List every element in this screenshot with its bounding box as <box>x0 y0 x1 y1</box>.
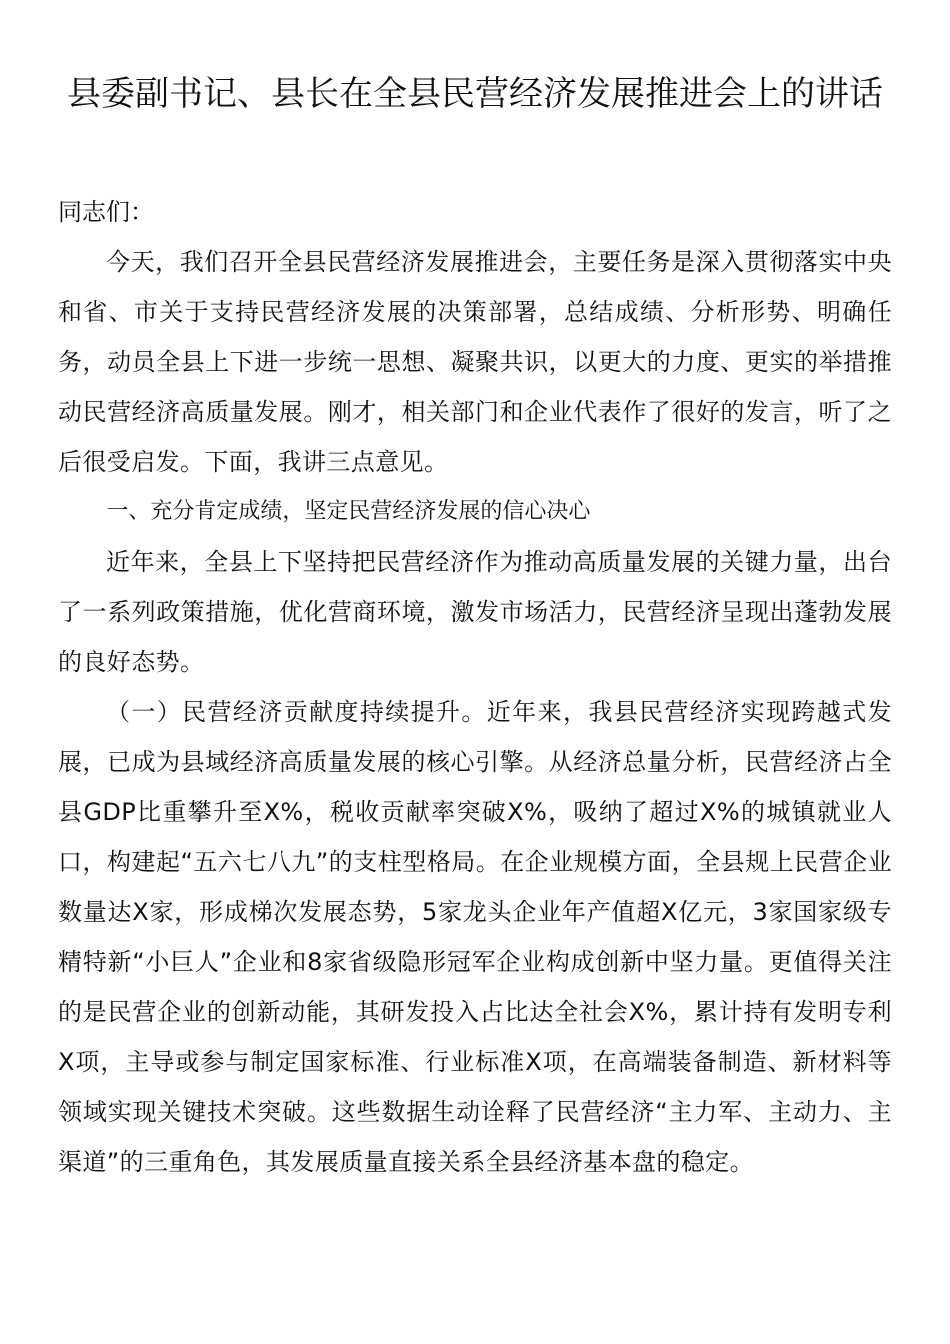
paragraph-intro: 今天，我们召开全县民营经济发展推进会，主要任务是深入贯彻落实中央和省、市关于支持民营经济发展的决策部署，总结成绩、分析形势、明确任务，动员全县上下进一步统一思想、凝聚共识，以更大的力度、更实的举措推动民营经济高质量发展。刚才，相关部门和企业代表作了很好的发言，听了之后很受启发。下面，我讲三点意见。 <box>58 248 892 476</box>
section-heading-1: 一、充分肯定成绩，坚定民营经济发展的信心决心 <box>106 499 591 524</box>
paragraph-subsection-1: （一）民营经济贡献度持续提升。近年来，我县民营经济实现跨越式发展，已成为县域经济高质量发展的核心引擎。从经济总量分析，民营经济占全县GDP比重攀升至X%，税收贡献率突破X%，吸纳了超过X%的城镇就业人口，构建起“五六七八九”的支柱型格局。在企业规模方面，全县规上民营企业数量达X家，形成梯次发展态势，5家龙头企业年产值超X亿元，3家国家级专精特新“小巨人”企业和8家省级隐形冠军企业构成创新中坚力量。更值得关注的是民营企业的创新动能，其研发投入占比达全社会X%，累计持有发明专利X项，主导或参与制定国家标准、行业标准X项，在高端装备制造、新材料等领域实现关键技术突破。这些数据生动诠释了民营经济“主力军、主动力、主渠道”的三重角色，其发展质量直接关系全县经济基本盘的稳定。 <box>58 698 892 1176</box>
paragraph-section-1-intro: 近年来，全县上下坚持把民营经济作为推动高质量发展的关键力量，出台了一系列政策措施，优化营商环境，激发市场活力，民营经济呈现出蓬勃发展的良好态势。 <box>58 548 892 676</box>
salutation: 同志们： <box>58 198 154 226</box>
document-title: 县委副书记、县长在全县民营经济发展推进会上的讲话 <box>67 74 883 114</box>
